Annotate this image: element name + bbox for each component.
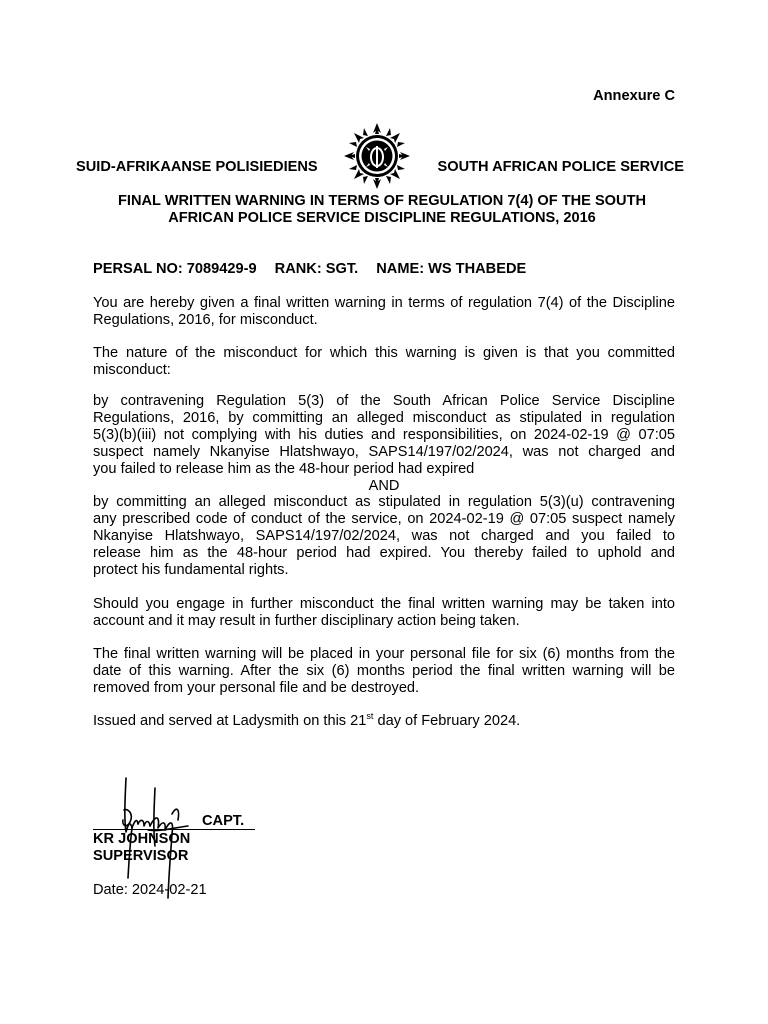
paragraph-line: suspect namely Nkanyise Hlatshwayo, SAPS14/197/02/2024, was not charged and [93, 444, 675, 460]
signatory-role: SUPERVISOR [93, 848, 189, 864]
issued-ordinal: st [366, 711, 374, 721]
paragraph-nature [93, 345, 675, 379]
org-name-afrikaans: SUID-AFRIKAANSE POLISIEDIENS [76, 159, 318, 175]
paragraph-charge-2 [93, 494, 675, 579]
paragraph-line: 5(3)(b)(iii) not complying with his duties and responsibilities, on 2024-02-19 @ 07:05 [93, 427, 675, 443]
document-title [76, 193, 688, 227]
member-name: NAME: WS THABEDE [376, 261, 527, 277]
member-rank: RANK: SGT. [274, 261, 359, 277]
paragraph-line: Regulations, 2016, for misconduct. [93, 312, 318, 328]
and-separator: AND [368, 478, 400, 494]
paragraph-line: Nkanyise Hlatshwayo, SAPS14/197/02/2024, was not charged and you failed to [93, 528, 675, 544]
paragraph-further-misconduct [93, 596, 675, 630]
issued-prefix: Issued and served at Ladysmith on this 21 [93, 713, 367, 729]
paragraph-line: Regulations, 2016, by committing an alleged misconduct as stipulated in regulation [93, 410, 675, 426]
signatory-rank: CAPT. [202, 813, 245, 829]
title-line-2: AFRICAN POLICE SERVICE DISCIPLINE REGULATIONS, 2016 [168, 210, 596, 226]
paragraph-charge-1 [93, 393, 675, 478]
paragraph-line: The final written warning will be placed in your personal file for six (6) months from the [93, 646, 675, 662]
title-line-1: FINAL WRITTEN WARNING IN TERMS OF REGULATION 7(4) OF THE SOUTH [117, 193, 647, 209]
letterhead [76, 139, 688, 199]
persal-number: PERSAL NO: 7089429-9 [93, 261, 257, 277]
paragraph-line: You are hereby given a final written warning in terms of regulation 7(4) of the Discipline [93, 295, 675, 311]
paragraph-line: you failed to release him as the 48-hour period had expired [93, 461, 475, 477]
signature-line [93, 829, 255, 830]
member-details [93, 261, 540, 278]
paragraph-line: release him as the 48-hour period had expired. You thereby failed to uphold and [93, 545, 675, 561]
issued-statement [93, 713, 520, 730]
issued-suffix: day of February 2024. [373, 713, 521, 729]
paragraph-file-placement [93, 646, 675, 697]
signatory-name: KR JOHNSON [93, 831, 191, 847]
paragraph-line: Should you engage in further misconduct the final written warning may be taken into [93, 596, 675, 612]
saps-star-emblem-icon [342, 121, 412, 191]
paragraph-line: any prescribed code of conduct of the service, on 2024-02-19 @ 07:05 suspect namely [93, 511, 675, 527]
paragraph-intro [93, 295, 675, 329]
paragraph-line: by committing an alleged misconduct as stipulated in regulation 5(3)(u) contravening [93, 494, 675, 510]
annexure-label: Annexure C [593, 88, 675, 104]
paragraph-line: by contravening Regulation 5(3) of the South African Police Service Discipline [93, 393, 675, 409]
paragraph-line: The nature of the misconduct for which this warning is given is that you committed [93, 345, 675, 361]
paragraph-line: account and it may result in further disciplinary action being taken. [93, 613, 520, 629]
paragraph-line: misconduct: [93, 362, 171, 378]
org-name-english: SOUTH AFRICAN POLICE SERVICE [437, 159, 684, 175]
paragraph-line: protect his fundamental rights. [93, 562, 289, 578]
paragraph-line: removed from your personal file and be destroyed. [93, 680, 420, 696]
paragraph-line: date of this warning. After the six (6) months period the final written warning will be [93, 663, 675, 679]
signature-date: Date: 2024-02-21 [93, 882, 207, 898]
